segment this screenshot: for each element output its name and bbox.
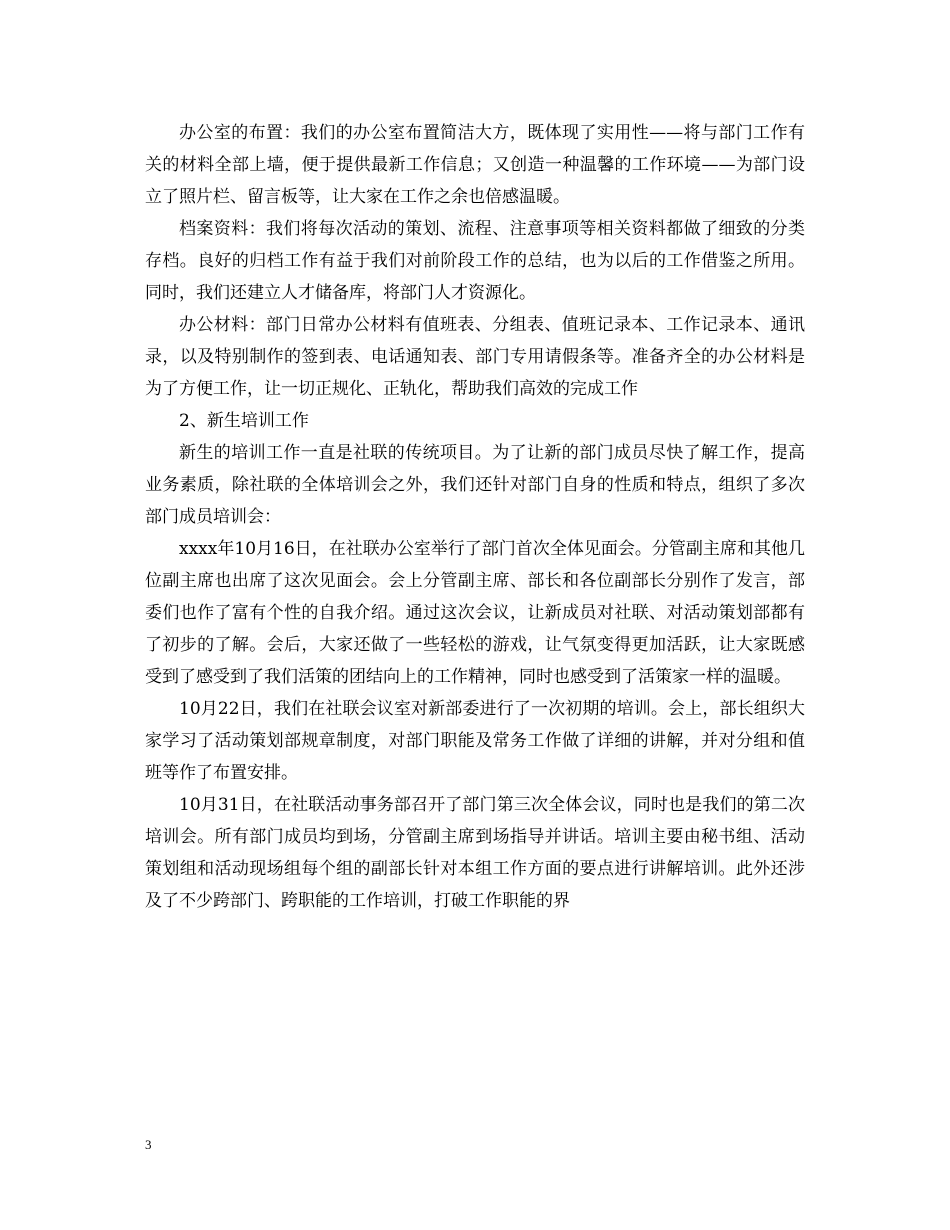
paragraph-third-meeting: 10月31日，在社联活动事务部召开了部门第三次全体会议，同时也是我们的第二次培训会。所有部门成员均到场，分管副主席到场指导并讲话。培训主要由秘书组、活动策划组和活动现场组每个组的副部长针对本组工作方面的要点进行讲解培训。此外还涉及了不少跨部门、跨职能的工作培训，打破工作职能的界 [145,795,805,911]
page-number: 3 [145,1137,152,1152]
paragraph-training-intro: 新生的培训工作一直是社联的传统项目。为了让新的部门成员尽快了解工作，提高业务素质，除社联的全体培训会之外，我们还针对部门自身的性质和特点，组织了多次部门成员培训会： [145,443,805,527]
paragraph-office-layout: 办公室的布置：我们的办公室布置简洁大方，既体现了实用性——将与部门工作有关的材料全部上墙，便于提供最新工作信息；又创造一种温馨的工作环境——为部门设立了照片栏、留言板等，让大家在工作之余也倍感温暖。 [145,123,805,207]
paragraph-archives: 档案资料：我们将每次活动的策划、流程、注意事项等相关资料都做了细致的分类存档。良好的归档工作有益于我们对前阶段工作的总结，也为以后的工作借鉴之所用。同时，我们还建立人才储备库，将部门人才资源化。 [145,219,805,303]
document-body [145,117,805,917]
paragraph-initial-training: 10月22日，我们在社联会议室对新部委进行了一次初期的培训。会上，部长组织大家学习了活动策划部规章制度，对部门职能及常务工作做了详细的讲解，并对分组和值班等作了布置安排。 [145,699,805,783]
section-heading-training: 2、新生培训工作 [179,411,309,431]
paragraph-office-materials: 办公材料：部门日常办公材料有值班表、分组表、值班记录本、工作记录本、通讯录，以及特别制作的签到表、电话通知表、部门专用请假条等。准备齐全的办公材料是为了方便工作，让一切正规化、正轨化，帮助我们高效的完成工作 [145,315,805,399]
paragraph-first-meeting: xxxx年10月16日，在社联办公室举行了部门首次全体见面会。分管副主席和其他几位副主席也出席了这次见面会。会上分管副主席、部长和各位副部长分别作了发言，部委们也作了富有个性的自我介绍。通过这次会议，让新成员对社联、对活动策划部都有了初步的了解。会后，大家还做了一些轻松的游戏，让气氛变得更加活跃，让大家既感受到了感受到了我们活策的团结向上的工作精神，同时也感受到了活策家一样的温暖。 [145,539,805,687]
